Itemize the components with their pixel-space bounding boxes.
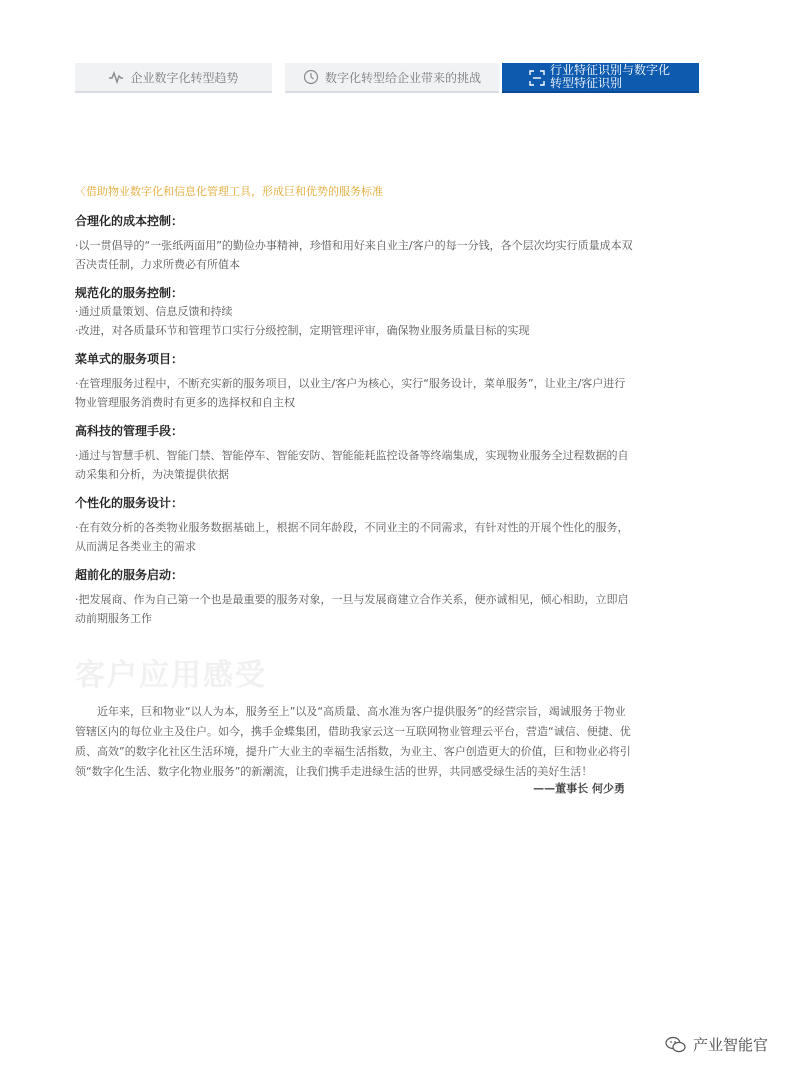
section-title: 菜单式的服务项目：	[75, 352, 184, 366]
section-text: ·把发展商、作为自己第一个也是最重要的服务对象，一旦与发展商建立合作关系，便亦诚相见，倾心相助，立即启动前期服务工作	[75, 593, 629, 625]
tab-industry-feature[interactable]	[502, 63, 699, 93]
section-title: 个性化的服务设计：	[75, 496, 184, 510]
footer-watermark	[665, 1034, 768, 1055]
section-title: 超前化的服务启动：	[75, 568, 184, 582]
section-text: ·改进，对各质量环节和管理节口实行分级控制，定期管理评审，确保物业服务质量目标的实现	[75, 324, 530, 337]
clock-icon	[303, 69, 319, 85]
trend-icon	[108, 69, 124, 85]
tab-digital-trend[interactable]	[75, 63, 272, 93]
section-text: ·在有效分析的各类物业服务数据基础上，根据不同年龄段，不同业主的不同需求，有针对性的开展个性化的服务，从而满足各类业主的需求	[75, 521, 629, 553]
tab-label: 行业特征识别与数字化 转型特征识别	[550, 63, 671, 90]
tab-bar	[75, 63, 699, 93]
section-text: ·通过与智慧手机、智能门禁、智能停车、智能安防、智能能耗监控设备等终端集成，实现物业服务全过程数据的自动采集和分析，为决策提供依据	[75, 449, 629, 481]
section-title: 合理化的成本控制：	[75, 214, 184, 228]
section-title: 高科技的管理手段：	[75, 424, 184, 438]
customer-feedback-title: 客户应用感受	[75, 658, 267, 693]
section-text: ·以一贯倡导的“一张纸两面用”的勤俭办事精神，珍惜和用好来自业主/客户的每一分钱，各个层次均实行质量成本双否决责任制，力求所费必有所值本	[75, 239, 633, 271]
highlight-heading: 〈借助物业数字化和信息化管理工具，形成巨和优势的服务标准	[75, 185, 383, 198]
tab-label: 企业数字化转型趋势	[130, 70, 239, 85]
tab-digital-challenge[interactable]	[285, 63, 499, 93]
wechat-icon	[665, 1036, 687, 1054]
footer-brand: 产业智能官	[692, 1036, 768, 1054]
section-text: ·通过质量策划、信息反馈和持续	[75, 305, 233, 318]
customer-quote: 近年来，巨和物业“以人为本，服务至上”以及“高质量、高水准为客户提供服务”的经营宗旨，竭诚服务于物业管辖区内的每位业主及住户。如今，携手金蝶集团，借助我家云这一互联网物业管理云平台，营造“诚信、便捷、优质、高效”的数字化社区生活环境，提升广大业主的幸福生活指数，为业主、客户创造更大的价值，巨和物业必将引领“数字化生活、数字化物业服务”的新潮流，让我们携手走进绿生活的世界，共同感受绿生活的美好生活！	[75, 705, 631, 778]
scan-icon	[529, 70, 545, 86]
main-content	[75, 184, 635, 628]
quote-signature: ——董事长 何少勇	[533, 782, 625, 795]
tab-label: 数字化转型给企业带来的挑战	[324, 70, 481, 85]
section-text: ·在管理服务过程中，不断充实新的服务项目，以业主/客户为核心，实行“服务设计，菜单服务”，让业主/客户进行物业管理服务消费时有更多的选择权和自主权	[75, 377, 626, 409]
section-title: 规范化的服务控制：	[75, 286, 184, 300]
